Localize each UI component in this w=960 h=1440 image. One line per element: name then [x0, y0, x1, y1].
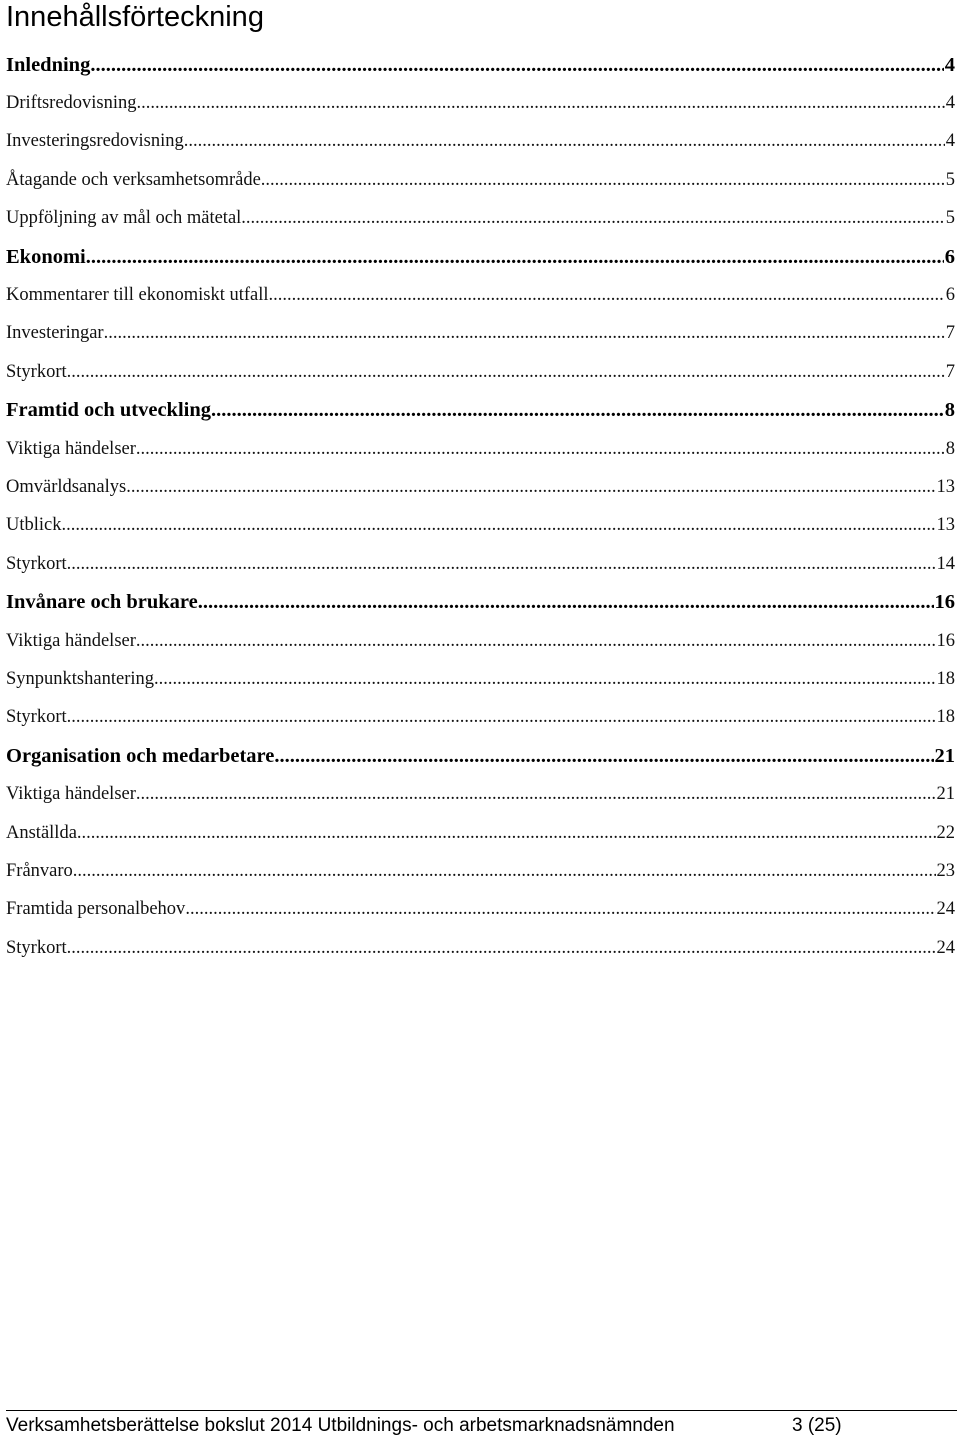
- toc-subentry[interactable]: [6, 161, 955, 199]
- toc-entry-label: Viktiga händelser: [6, 630, 136, 651]
- toc-dot-leader: [241, 208, 944, 229]
- toc-entry-page-number: 6: [945, 285, 955, 306]
- toc-entry-page-number: 24: [936, 899, 955, 920]
- toc-dot-leader: [136, 784, 936, 805]
- toc-entry-page-number: 21: [936, 784, 955, 805]
- toc-dot-leader: [67, 707, 936, 728]
- toc-dot-leader: [67, 938, 936, 959]
- toc-subentry[interactable]: [6, 353, 955, 391]
- toc-dot-leader: [274, 745, 933, 768]
- toc-subentry[interactable]: [6, 929, 955, 967]
- toc-entry-label: Inledning: [6, 53, 91, 76]
- toc-entry-page-number: 24: [936, 937, 955, 958]
- toc-entry-label: Organisation och medarbetare: [6, 744, 275, 767]
- toc-subentry[interactable]: [6, 814, 955, 852]
- toc-entry-page-number: 5: [945, 169, 955, 190]
- toc-entry-label: Driftsredovisning: [6, 93, 137, 114]
- toc-subentry[interactable]: [6, 123, 955, 161]
- toc-entry-label: Kommentarer till ekonomiskt utfall: [6, 285, 269, 306]
- toc-entry-page-number: 23: [936, 860, 955, 881]
- toc-entry-page-number: 13: [936, 476, 955, 497]
- toc-dot-leader: [269, 285, 945, 306]
- toc-entry-label: Åtagande och verksamhetsområde: [6, 169, 261, 190]
- toc-entry-label: Styrkort: [6, 707, 67, 728]
- toc-entry-page-number: 22: [936, 822, 955, 843]
- toc-entry-label: Investeringsredovisning: [6, 131, 184, 152]
- toc-entry-label: Styrkort: [6, 553, 67, 574]
- toc-subentry[interactable]: [6, 699, 955, 737]
- toc-dot-leader: [261, 170, 945, 191]
- toc-entry-label: Synpunktshantering: [6, 668, 154, 689]
- toc-dot-leader: [62, 515, 936, 536]
- footer-page-number: 3 (25): [792, 1415, 842, 1436]
- toc-dot-leader: [198, 591, 934, 614]
- toc-subentry[interactable]: [6, 545, 955, 583]
- toc-dot-leader: [86, 246, 944, 269]
- toc-dot-leader: [90, 54, 943, 77]
- toc-subentry[interactable]: [6, 775, 955, 813]
- toc-entry-label: Frånvaro: [6, 860, 73, 881]
- toc-subentry[interactable]: [6, 891, 955, 929]
- toc-entry-page-number: 13: [936, 515, 955, 536]
- toc-dot-leader: [136, 439, 945, 460]
- toc-subentry[interactable]: [6, 468, 955, 506]
- toc-dot-leader: [154, 669, 936, 690]
- toc-dot-leader: [67, 554, 936, 575]
- toc-entry-page-number: 7: [945, 361, 955, 382]
- toc-heading-entry[interactable]: [6, 238, 955, 276]
- toc-heading-entry[interactable]: [6, 583, 955, 621]
- toc-entry-page-number: 18: [936, 668, 955, 689]
- toc-entry-page-number: 4: [945, 131, 955, 152]
- toc-entry-label: Styrkort: [6, 361, 67, 382]
- toc-heading-entry[interactable]: [6, 46, 955, 84]
- toc-entry-label: Framtida personalbehov: [6, 899, 186, 920]
- footer-document-title: Verksamhetsberättelse bokslut 2014 Utbildnings- och arbetsmarknadsnämnden: [6, 1415, 675, 1436]
- page-title: Innehållsförteckning: [6, 1, 264, 33]
- toc-subentry[interactable]: [6, 622, 955, 660]
- toc-entry-page-number: 16: [934, 591, 955, 614]
- toc-dot-leader: [184, 131, 945, 152]
- toc-dot-leader: [126, 477, 935, 498]
- toc-dot-leader: [211, 399, 944, 422]
- toc-entry-page-number: 4: [944, 53, 955, 76]
- toc-entry-label: Framtid och utveckling: [6, 399, 211, 422]
- toc-dot-leader: [137, 93, 945, 114]
- toc-entry-label: Viktiga händelser: [6, 438, 136, 459]
- toc-entry-label: Invånare och brukare: [6, 591, 198, 614]
- toc-entry-label: Styrkort: [6, 937, 67, 958]
- toc-subentry[interactable]: [6, 315, 955, 353]
- toc-entry-page-number: 21: [934, 744, 955, 767]
- toc-dot-leader: [73, 861, 936, 882]
- toc-entry-page-number: 14: [936, 553, 955, 574]
- toc-dot-leader: [77, 823, 936, 844]
- toc-subentry[interactable]: [6, 660, 955, 698]
- toc-dot-leader: [104, 323, 945, 344]
- toc-subentry[interactable]: [6, 507, 955, 545]
- toc-entry-label: Investeringar: [6, 323, 104, 344]
- toc-entry-page-number: 8: [945, 438, 955, 459]
- toc-dot-leader: [136, 631, 936, 652]
- toc-subentry[interactable]: [6, 200, 955, 238]
- footer-divider: [6, 1410, 957, 1411]
- toc-heading-entry[interactable]: [6, 392, 955, 430]
- toc-entry-label: Viktiga händelser: [6, 784, 136, 805]
- toc-entry-page-number: 5: [945, 208, 955, 229]
- toc-entry-page-number: 6: [944, 245, 955, 268]
- toc-entry-label: Omvärldsanalys: [6, 476, 127, 497]
- toc-subentry[interactable]: [6, 84, 955, 122]
- toc-entry-page-number: 7: [945, 323, 955, 344]
- toc-subentry[interactable]: [6, 276, 955, 314]
- toc-entry-label: Uppföljning av mål och mätetal: [6, 208, 242, 229]
- toc-entry-page-number: 8: [944, 399, 955, 422]
- toc-dot-leader: [67, 362, 945, 383]
- toc-subentry[interactable]: [6, 430, 955, 468]
- toc-heading-entry[interactable]: [6, 737, 955, 775]
- toc-entry-label: Ekonomi: [6, 245, 86, 268]
- toc-subentry[interactable]: [6, 852, 955, 890]
- toc-entry-page-number: 18: [936, 707, 955, 728]
- toc-entry-page-number: 16: [936, 630, 955, 651]
- toc-entry-label: Anställda: [6, 822, 77, 843]
- toc-entry-label: Utblick: [6, 515, 62, 536]
- toc-dot-leader: [185, 899, 935, 920]
- table-of-contents: [6, 46, 955, 967]
- toc-entry-page-number: 4: [945, 93, 955, 114]
